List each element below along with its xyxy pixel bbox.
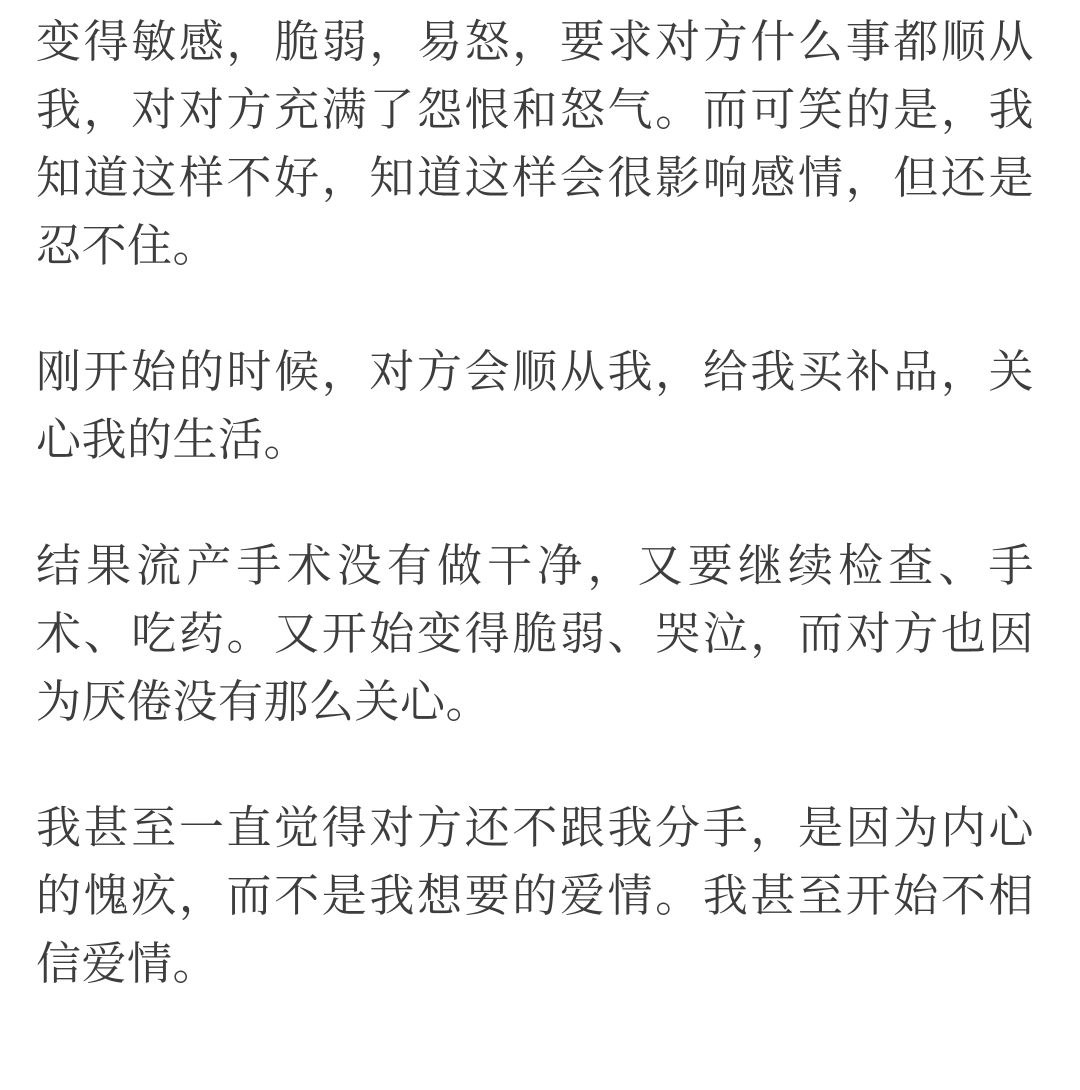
paragraph: 变得敏感，脆弱，易怒，要求对方什么事都顺从我，对对方充满了怨恨和怒气。而可笑的是，我知道这样不好，知道这样会很影响感情，但还是忍不住。 <box>36 16 1034 271</box>
paragraph: 结果流产手术没有做干净，又要继续检查、手术、吃药。又开始变得脆弱、哭泣，而对方也因为厌倦没有那么关心。 <box>36 540 1034 727</box>
paragraph: 我甚至一直觉得对方还不跟我分手，是因为内心的愧疚，而不是我想要的爱情。我甚至开始不相信爱情。 <box>36 802 1034 989</box>
article-body <box>36 8 1034 998</box>
paragraph: 刚开始的时候，对方会顺从我，给我买补品，关心我的生活。 <box>36 346 1034 465</box>
